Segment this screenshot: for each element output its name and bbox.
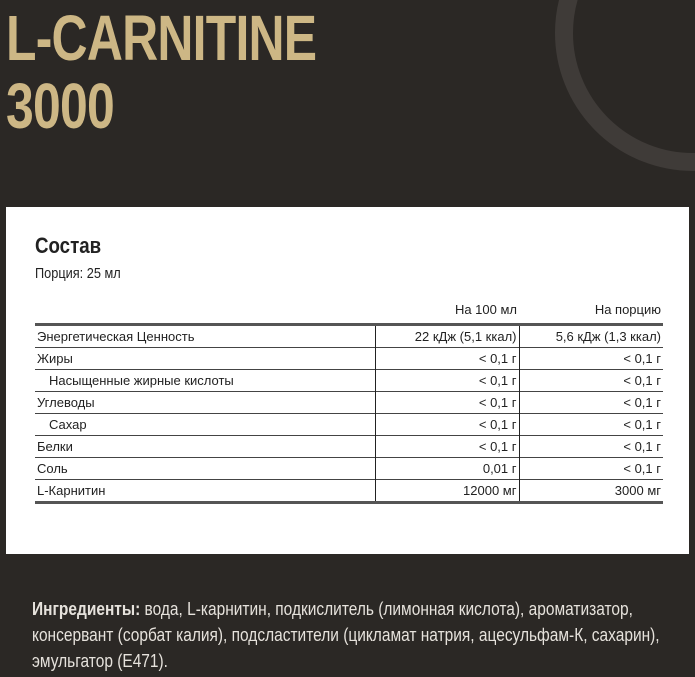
nutrition-table xyxy=(35,296,663,504)
nutrient-name: Углеводы xyxy=(37,395,95,410)
value-per-serving: < 0,1 г xyxy=(519,414,663,436)
column-header-per-serving: На порцию xyxy=(594,302,661,317)
value-per-serving: < 0,1 г xyxy=(519,370,663,392)
composition-heading: Состав xyxy=(35,233,102,258)
table-row xyxy=(35,325,663,348)
ingredients-label: Ингредиенты: xyxy=(32,599,141,619)
portion-size: Порция: 25 мл xyxy=(35,265,121,282)
value-per-serving: 5,6 кДж (1,3 ккал) xyxy=(519,325,663,348)
table-row xyxy=(35,414,663,436)
table-row xyxy=(35,370,663,392)
value-per100: 0,01 г xyxy=(375,458,519,480)
value-per-serving: < 0,1 г xyxy=(519,436,663,458)
value-per-serving: < 0,1 г xyxy=(519,458,663,480)
table-row xyxy=(35,392,663,414)
value-per-serving: 3000 мг xyxy=(519,480,663,503)
table-row xyxy=(35,480,663,503)
nutrient-name: Белки xyxy=(37,439,73,454)
value-per100: < 0,1 г xyxy=(375,392,519,414)
column-header-empty xyxy=(35,296,375,325)
nutrient-name: Насыщенные жирные кислоты xyxy=(49,373,234,388)
table-row xyxy=(35,436,663,458)
nutrient-name: Жиры xyxy=(37,351,73,366)
table-row xyxy=(35,458,663,480)
value-per100: < 0,1 г xyxy=(375,348,519,370)
nutrient-name: Соль xyxy=(37,461,68,476)
ingredients-list: вода, L-карнитин, подкислитель (лимонная кислота), ароматизатор, консервант (сорбат калия), подсластители (цикламат натрия, ацесульфам-К, сахарин), эмульгатор (Е471). xyxy=(32,599,660,671)
decorative-ring xyxy=(555,0,695,171)
nutrient-name: Сахар xyxy=(49,417,87,432)
value-per100: < 0,1 г xyxy=(375,370,519,392)
nutrient-name: L-Карнитин xyxy=(37,483,106,498)
value-per100: 12000 мг xyxy=(375,480,519,503)
value-per-serving: < 0,1 г xyxy=(519,392,663,414)
value-per-serving: < 0,1 г xyxy=(519,348,663,370)
table-header-row xyxy=(35,296,663,325)
column-header-per100: На 100 мл xyxy=(454,302,517,317)
ingredients-text xyxy=(32,596,672,674)
value-per100: < 0,1 г xyxy=(375,414,519,436)
composition-panel xyxy=(6,207,689,554)
value-per100: < 0,1 г xyxy=(375,436,519,458)
nutrient-name: Энергетическая Ценность xyxy=(37,329,195,344)
table-row xyxy=(35,348,663,370)
product-title-line1: L-CARNITINE xyxy=(6,2,317,74)
product-title-line2: 3000 xyxy=(6,70,114,142)
product-title xyxy=(6,4,316,140)
value-per100: 22 кДж (5,1 ккал) xyxy=(375,325,519,348)
